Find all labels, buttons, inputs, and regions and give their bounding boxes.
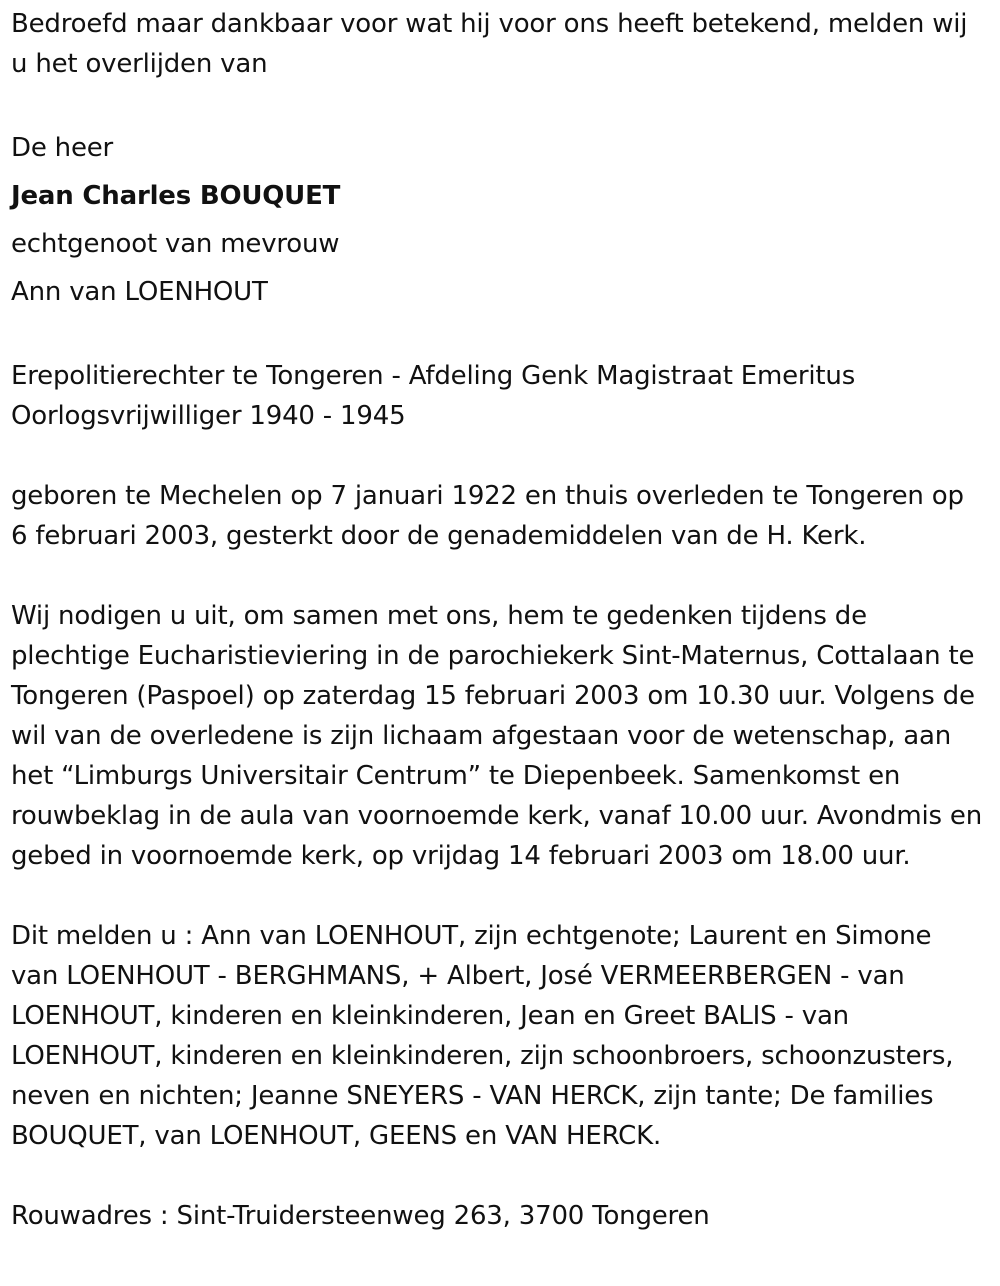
name-block	[11, 124, 986, 316]
mourning-address: Rouwadres : Sint-Truidersteenweg 263, 3700 Tongeren	[11, 1201, 710, 1231]
spacer	[11, 1156, 986, 1196]
spacer	[11, 436, 986, 476]
birth-death-text: geboren te Mechelen op 7 januari 1922 en thuis overleden te Tongeren op 6 februari 2003, gesterkt door de genademiddelen van de H. Kerk.	[11, 481, 964, 551]
spacer	[11, 876, 986, 916]
family-text: Dit melden u : Ann van LOENHOUT, zijn echtgenote; Laurent en Simone van LOENHOUT - BERGHMANS, + Albert, José VERMEERBERGEN - van LOENHOUT, kinderen en kleinkinderen, Jean en Greet BALIS - van LOENHOUT, kinderen en kleinkinderen, zijn schoonbroers, schoonzusters, neven en nichten; Jeanne SNEYERS - VAN HERCK, zijn tante; De families BOUQUET, van LOENHOUT, GEENS en VAN HERCK.	[11, 921, 954, 1151]
spacer	[11, 84, 986, 124]
spacer	[11, 556, 986, 596]
deceased-name: Jean Charles BOUQUET	[11, 181, 341, 211]
spouse-name: Ann van LOENHOUT	[11, 277, 268, 307]
ceremony-text: Wij nodigen u uit, om samen met ons, hem te gedenken tijdens de plechtige Eucharistieviering in de parochiekerk Sint-Maternus, Cottalaan te Tongeren (Paspoel) op zaterdag 15 februari 2003 om 10.30 uur. Volgens de wil van de overledene is zijn lichaam afgestaan voor de wetenschap, aan het “Limburgs Universitair Centrum” te Diepenbeek. Samenkomst en rouwbeklag in de aula van voornoemde kerk, vanaf 10.00 uur. Avondmis en gebed in voornoemde kerk, op vrijdag 14 februari 2003 om 18.00 uur.	[11, 601, 982, 871]
title-line-2: Oorlogsvrijwilliger 1940 - 1945	[11, 401, 406, 431]
spouse-relation: echtgenoot van mevrouw	[11, 229, 340, 259]
honorific: De heer	[11, 133, 114, 163]
title-line-1: Erepolitierechter te Tongeren - Afdeling Genk Magistraat Emeritus	[11, 361, 856, 391]
intro-text: Bedroefd maar dankbaar voor wat hij voor ons heeft betekend, melden wij u het overlijden van	[11, 9, 968, 79]
spacer	[11, 316, 986, 356]
obituary-document	[11, 4, 986, 1236]
